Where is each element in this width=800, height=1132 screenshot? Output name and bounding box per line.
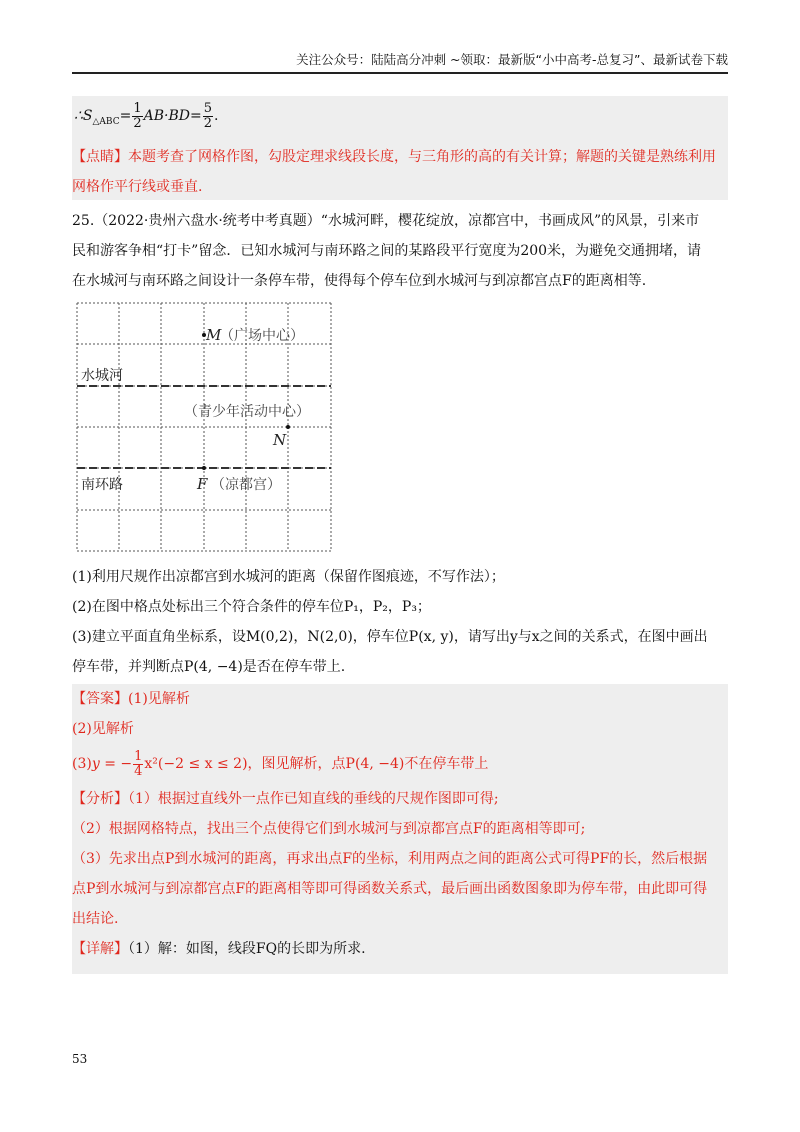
- point-n: [286, 425, 290, 429]
- label-road: 南环路: [81, 477, 123, 493]
- answer-2: (2)见解析: [72, 721, 134, 737]
- comment-text-1: 本题考查了网格作图，勾股定理求线段长度，与三角形的高的有关计算；解题的关键是熟练利用: [128, 148, 716, 165]
- label-f-text: （凉都宫）: [211, 477, 281, 493]
- question-line-3: 在水城河与南环路之间设计一条停车带，使得每个停车位到水城河与到凉都宫点F的距离相等.: [72, 273, 647, 289]
- label-m: M: [206, 326, 222, 344]
- page-number: 53: [72, 1052, 88, 1066]
- formula-sub: △ABC: [92, 116, 120, 127]
- answer-block: [72, 684, 728, 974]
- answer-label: 【答案】: [72, 691, 128, 707]
- analysis-line-2: （2）根据网格特点，找出三个点使得它们到水城河与到凉都宫点F的距离相等即可;: [72, 821, 586, 837]
- answer-3-prefix: (3): [72, 756, 92, 772]
- answer-3-frac-den: 4: [134, 763, 143, 779]
- answer-line-1: [72, 684, 728, 714]
- previous-solution-block: [72, 96, 728, 200]
- question-line-2: 民和游客争相“打卡”留念．已知水城河与南环路之间的某路段平行宽度为200米，为避免交通拥堵，请: [72, 243, 702, 259]
- frac2-num: 5: [203, 100, 212, 116]
- label-n: N: [273, 431, 287, 449]
- area-formula: [72, 96, 728, 142]
- part-2: (2)在图中格点处标出三个符合条件的停车位P₁，P₂，P₃；: [72, 599, 431, 615]
- grid-svg: [76, 302, 332, 552]
- frac2-den: 2: [203, 115, 212, 131]
- grid-figure: [76, 302, 332, 552]
- detail-line-1: [72, 934, 728, 964]
- formula-mid: AB·BD: [143, 108, 190, 124]
- label-river: 水城河: [81, 368, 123, 384]
- question-25: [72, 206, 728, 296]
- frac1-den: 2: [133, 115, 142, 131]
- part-3b: 停车带，并判断点P(4, −4)是否在停车带上.: [72, 659, 346, 675]
- question-text-1: （2022·贵州六盘水·统考中考真题）“水城河畔，樱花绽放，凉都宫中，书画成风”的风景，引来市: [94, 213, 700, 229]
- formula-eq1: =: [119, 108, 132, 124]
- answer-1: (1)见解析: [128, 691, 190, 707]
- answer-3-y: y = −: [91, 756, 133, 772]
- answer-3-rest: x²(−2 ≤ x ≤ 2)，图见解析，点P(4, −4)不在停车带上: [144, 756, 489, 772]
- analysis-label: 【分析】: [72, 791, 128, 807]
- question-parts: [72, 562, 728, 682]
- question-number: 25.: [72, 213, 95, 229]
- analysis-text-1: （1）根据过直线外一点作已知直线的垂线的尺规作图即可得;: [128, 791, 499, 807]
- part-1: (1)利用尺规作出凉都宫到水城河的距离（保留作图痕迹，不写作法）；: [72, 569, 505, 585]
- formula-end: .: [214, 108, 219, 124]
- question-line-1: [72, 206, 728, 236]
- label-f: F: [197, 475, 208, 493]
- comment-line-1: [72, 142, 728, 172]
- comment-label: 【点睛】: [72, 148, 128, 165]
- analysis-line-1: [72, 784, 728, 814]
- comment-line-2: 网格作平行线或垂直.: [72, 178, 203, 195]
- analysis-line-5: 出结论.: [72, 911, 119, 927]
- label-youth: （青少年活动中心）: [184, 404, 310, 420]
- point-f: [202, 466, 206, 470]
- part-3a: (3)建立平面直角坐标系，设M(0,2)，N(2,0)，停车位P(x, y)，请写出y与x之间的关系式，在图中画出: [72, 629, 708, 645]
- detail-label: 【详解】: [72, 941, 128, 957]
- fraction-five-half: [203, 102, 213, 131]
- header-text: 关注公众号：陆陆高分冲刺 ~领取：最新版“小中高考-总复习”、最新试卷下载: [296, 52, 728, 67]
- detail-text-1: （1）解：如图，线段FQ的长即为所求.: [128, 941, 366, 957]
- frac1-num: 1: [133, 100, 142, 116]
- formula-prefix: ∴S: [74, 108, 93, 124]
- answer-3-fraction: [133, 750, 143, 779]
- analysis-line-3: （3）先求出点P到水城河的距离，再求出点F的坐标，利用两点之间的距离公式可得PF的长，然后根据: [72, 851, 708, 867]
- label-m-text: （广场中心）: [220, 328, 304, 344]
- formula-eq2: =: [189, 108, 202, 124]
- fraction-one-half: [132, 102, 142, 131]
- answer-3-frac-num: 1: [134, 748, 143, 764]
- analysis-line-4: 点P到水城河与到凉都宫点F的距离相等即可得函数关系式，最后画出函数图象即为停车带，由此即可得: [72, 881, 708, 897]
- answer-line-3: [72, 744, 728, 784]
- page-header: [72, 52, 728, 74]
